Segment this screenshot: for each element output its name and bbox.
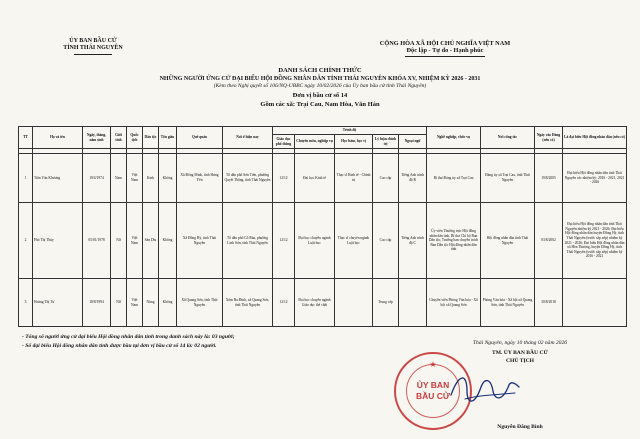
col-job: Nghề nghiệp, chức vụ [427,127,481,149]
cell-political: Trung cấp [373,279,399,327]
cell-ethnicity: Nùng [143,279,159,327]
cell-degree [335,279,373,327]
candidate-table [18,126,627,327]
doc-basis: (Kèm theo Nghị quyết số 106/NQ-UBBC ngày 10/02/2026 của Ủy ban bầu cử tỉnh Thái Nguyên) [213,83,427,89]
national-motto: Độc lập - Tự do - Hạnh phúc [406,47,484,54]
col-degree: Học hàm, học vị [335,135,373,149]
cell-gender: Nữ [111,279,127,327]
handwritten-signature [445,365,525,415]
cell-dob: 19/4/1974 [83,154,111,203]
table-header-row [19,127,627,135]
cell-tt: 3 [19,279,33,327]
col-tt: TT [19,127,33,149]
table-row [19,154,627,203]
col-religion: Tôn giáo [159,127,177,149]
cell-tt: 1 [19,154,33,203]
cell-gender: Nam [111,154,127,203]
cell-party-date: 30/8/2018 [535,279,563,327]
col-hometown: Quê quán [177,127,223,149]
col-residence: Nơi ở hiện nay [223,127,273,149]
cell-residence: Xóm Ba Đình, xã Quang Sơn, tỉnh Thái Nguyên [223,279,273,327]
col-name: Họ và tên [33,127,83,149]
electoral-unit: Đơn vị bầu cử số 14 [292,92,348,99]
cell-hometown: Xã Đồng Hỷ, tỉnh Thái Nguyên [177,203,223,279]
cell-education: 12/12 [273,279,295,327]
cell-party-date: 03/8/2002 [535,203,563,279]
cell-profession: Đại học Kinh tế [295,154,335,203]
motto-underline [405,56,485,57]
doc-title: DANH SÁCH CHÍNH THỨC [278,67,362,74]
cell-hometown: Xã Quang Sơn, tỉnh Thái Nguyên [177,279,223,327]
issuer-line-2: TỈNH THÁI NGUYÊN [63,45,123,51]
cell-ethnicity: Kinh [143,154,159,203]
issuer-line-1: ỦY BAN BẦU CỬ [69,38,117,44]
col-council: Là đại biểu Hội đồng nhân dân (nếu có) [563,127,627,149]
table-row [19,203,627,279]
cell-council: Đại biểu Hội đồng nhân dân tỉnh Thái Nguyên các nhiệm kỳ: 2016 - 2021, 2021 - 2026 [563,154,627,203]
cell-language: Tiếng Anh trình độ C [399,203,427,279]
issuer-underline [74,54,112,55]
place-date: Thái Nguyên, ngày 10 tháng 02 năm 2026 [472,340,568,346]
cell-religion: Không [159,154,177,203]
cell-ethnicity: Sán Dìu [143,203,159,279]
col-nationality: Quốc tịch [127,127,143,149]
signer-role: CHỦ TỊCH [505,358,535,364]
cell-political: Cao cấp [373,154,399,203]
cell-nationality: Việt Nam [127,279,143,327]
col-workplace: Nơi công tác [481,127,535,149]
cell-language: Tiếng Anh trình độ B [399,154,427,203]
cell-dob: 05/01/1978 [83,203,111,279]
cell-language [399,279,427,327]
col-gender: Giới tính [111,127,127,149]
cell-workplace: Đảng ủy xã Trại Cau, tỉnh Thái Nguyên [481,154,535,203]
cell-name: Phó Thị Thủy [33,203,83,279]
cell-residence: Tổ dân phố Cổ Rùa, phường Linh Sơn, tỉnh Thái Nguyên [223,203,273,279]
cell-council [563,279,627,327]
col-trinh-do: Trình độ [273,127,427,135]
cell-party-date: 19/8/2005 [535,154,563,203]
col-ethnicity: Dân tộc [143,127,159,149]
cell-dob: 18/8/1994 [83,279,111,327]
cell-gender: Nữ [111,203,127,279]
col-dob: Ngày, tháng, năm sinh [83,127,111,149]
national-motto-block [335,40,555,54]
note-total: - Tổng số người ứng cử đại biểu Hội đồng nhân dân tỉnh trong danh sách này là: 03 người; [22,334,235,340]
col-political: Lý luận chính trị [373,135,399,149]
cell-nationality: Việt Nam [127,154,143,203]
communes-list: Gồm các xã: Trại Cau, Nam Hòa, Văn Hán [260,101,380,108]
cell-religion: Không [159,279,177,327]
cell-job: Bí thư Đảng ủy xã Trại Cau [427,154,481,203]
signer-name: Nguyễn Đăng Bình [497,424,543,430]
cell-political: Cao cấp [373,203,399,279]
on-behalf: TM. ỦY BAN BẦU CỬ [492,350,548,356]
table-row [19,279,627,327]
cell-religion: Không [159,203,177,279]
cell-education: 12/12 [273,154,295,203]
cell-job: Ủy viên Thường trực Hội đồng nhân dân tỉnh, Bí thư Chi bộ Ban Dân tộc, Trưởng ban chuyên trách Ban Dân tộc Hội đồng nhân dân tỉnh [427,203,481,279]
col-party-date: Ngày vào Đảng (nếu có) [535,127,563,149]
col-language: Ngoại ngữ [399,135,427,149]
cell-nationality: Việt Nam [127,203,143,279]
cell-name: Hoàng Thị Tư [33,279,83,327]
col-profession: Chuyên môn, nghiệp vụ [295,135,335,149]
issuer-block [28,38,158,52]
cell-profession: Đại học chuyên ngành Luật học [295,203,335,279]
cell-education: 12/12 [273,203,295,279]
cell-tt: 2 [19,203,33,279]
cell-council: Đại biểu Hội đồng nhân dân tỉnh Thái Nguyên nhiệm kỳ 2021 - 2026; Đại biểu Hội đồng nhân dân huyện Đồng Hỷ, tỉnh Thái Nguyên (trước sắp xếp) nhiệm kỳ 2021 - 2026; Đại biểu Hội đồng nhân dân xã Hòa Thượng, huyện Đồng Hỷ, tỉnh Thái Nguyên (trước sắp xếp) nhiệm kỳ 2016 - 2021 [563,203,627,279]
national-title: CỘNG HÒA XÃ HỘI CHỦ NGHĨA VIỆT NAM [379,40,511,47]
cell-job: Chuyên viên Phòng Văn hóa - Xã hội xã Quang Sơn [427,279,481,327]
stamp-star-icon: ★ [429,360,437,369]
cell-hometown: Xã Đồng Minh, tỉnh Hưng Yên [177,154,223,203]
note-elected: - Số đại biểu Hội đồng nhân dân tỉnh được bầu tại đơn vị bầu cử số 14 là: 02 người. [22,343,217,349]
doc-subtitle: NHỮNG NGƯỜI ỨNG CỬ ĐẠI BIỂU HỘI ĐỒNG NHÂN DÂN TỈNH THÁI NGUYÊN KHÓA XV, NHIỆM KỲ 2026 - 2031 [159,76,481,82]
cell-degree: Thạc sĩ chuyên ngành Luật học [335,203,373,279]
col-education: Giáo dục phổ thông [273,135,295,149]
cell-workplace: Hội đồng nhân dân tỉnh Thái Nguyên [481,203,535,279]
stamp-line-1: ỦY BAN [416,380,450,390]
cell-degree: Thạc sĩ Kinh tế - Chính trị [335,154,373,203]
cell-profession: Đại học chuyên ngành Giáo dục thể chất [295,279,335,327]
cell-workplace: Phòng Văn hóa - Xã hội xã Quang Sơn, tỉnh Thái Nguyên [481,279,535,327]
cell-name: Trần Văn Khương [33,154,83,203]
stamp-line-2: BẦU CỬ [416,391,450,401]
cell-residence: Tổ dân phố Sơn Tiến, phường Quyết Thắng, tỉnh Thái Nguyên [223,154,273,203]
